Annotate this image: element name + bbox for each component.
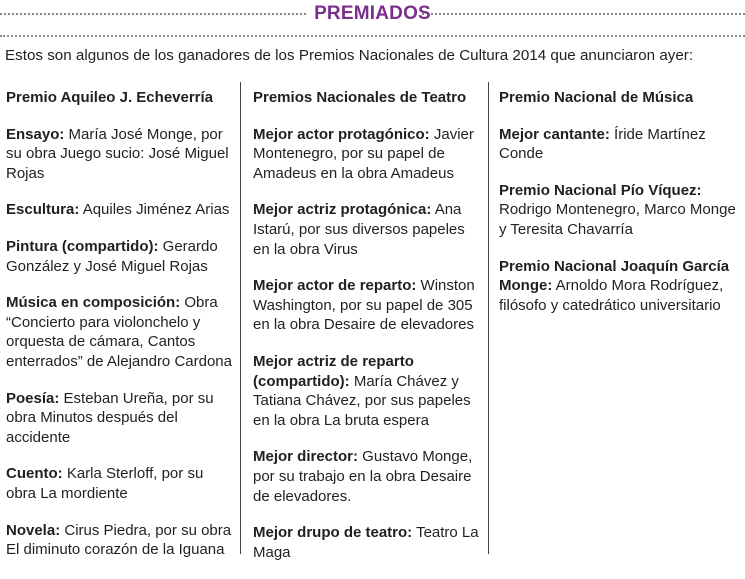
award-entry [253,447,479,506]
column-divider [240,82,241,554]
award-category: Mejor actor de reparto: [253,277,417,295]
award-entry [6,521,236,560]
award-entry [499,257,737,316]
column-aquileo [6,88,236,577]
section-title: PREMIADOS [314,3,431,24]
award-category: Mejor actriz protagónica: [253,201,432,219]
award-entry [6,200,236,220]
award-category: Novela: [6,521,61,539]
award-category: Música en composición: [6,294,181,312]
column-teatro [253,88,479,579]
award-entry [6,464,236,503]
column-title: Premios Nacionales de Teatro [253,89,467,106]
award-entry [6,237,236,276]
award-category: Mejor cantante: [499,125,610,143]
award-entry [6,125,236,184]
award-category: Mejor actriz de reparto (compartido): [253,352,414,390]
award-winner: Obra “Concierto para violonchelo y orquesta de cámara, Cantos enterrados” de Alejandro Cardona [6,294,232,370]
award-winner: Esteban Ureña, por su obra Minutos después del accidente [6,389,214,446]
award-winner: Aquiles Jiménez Arias [79,201,230,219]
award-winner: Rodrigo Montenegro, Marco Monge y Teresita Chavarría [499,201,736,238]
award-category: Poesía: [6,389,60,407]
award-category: Premio Nacional Pío Víquez: [499,181,702,199]
award-winner: Javier Montenegro, por su papel de Amadeus en la obra Amadeus [253,125,474,182]
header [0,3,745,36]
column-divider [488,82,489,554]
award-category: Cuento: [6,465,63,483]
award-category: Mejor drupo de teatro: [253,524,413,542]
dotted-rule-bottom [0,35,745,37]
award-category: Escultura: [6,201,80,219]
award-winner: Karla Sterloff, por su obra La mordiente [6,465,204,502]
award-entry [253,276,479,335]
award-winner: Íride Martínez Conde [499,125,706,163]
award-winner: Gerardo González y José Miguel Rojas [6,237,218,275]
award-entry [499,181,737,240]
intro-text: Estos son algunos de los ganadores de los Premios Nacionales de Cultura 2014 que anunciaron ayer: [5,47,694,64]
award-entry [6,389,236,448]
award-winner: Gustavo Monge, por su trabajo en la obra Desaire de elevadores. [253,448,473,505]
award-category: Premio Nacional Joaquín García Monge: [499,257,730,295]
award-category: Mejor actor protagónico: [253,125,430,143]
award-category: Ensayo: [6,125,65,143]
column-title: Premio Aquileo J. Echeverría [6,89,214,106]
award-category: Mejor director: [253,448,359,466]
award-winner: Cirus Piedra, por su obra El diminuto corazón de la Iguana [6,521,232,559]
column-musica [499,88,737,332]
column-title: Premio Nacional de Música [499,89,694,106]
award-entry [253,200,479,259]
award-entry [253,523,479,562]
award-entry [253,125,479,184]
award-winner: Winston Washington, por su papel de 305 en la obra Desaire de elevadores [253,277,475,334]
award-category: Pintura (compartido): [6,237,159,255]
award-entry [253,352,479,430]
award-winner: Teatro La Maga [253,524,479,561]
award-entry [6,293,236,371]
award-winner: Arnoldo Mora Rodríguez, filósofo y catedrático universitario [499,277,724,314]
award-winner: María José Monge, por su obra Juego sucio: José Miguel Rojas [6,125,229,182]
award-entry [499,125,737,164]
award-winner: Ana Istarú, por sus diversos papeles en la obra Virus [253,201,465,258]
award-winner: María Chávez y Tatiana Chávez, por sus papeles en la obra La bruta espera [253,372,471,429]
